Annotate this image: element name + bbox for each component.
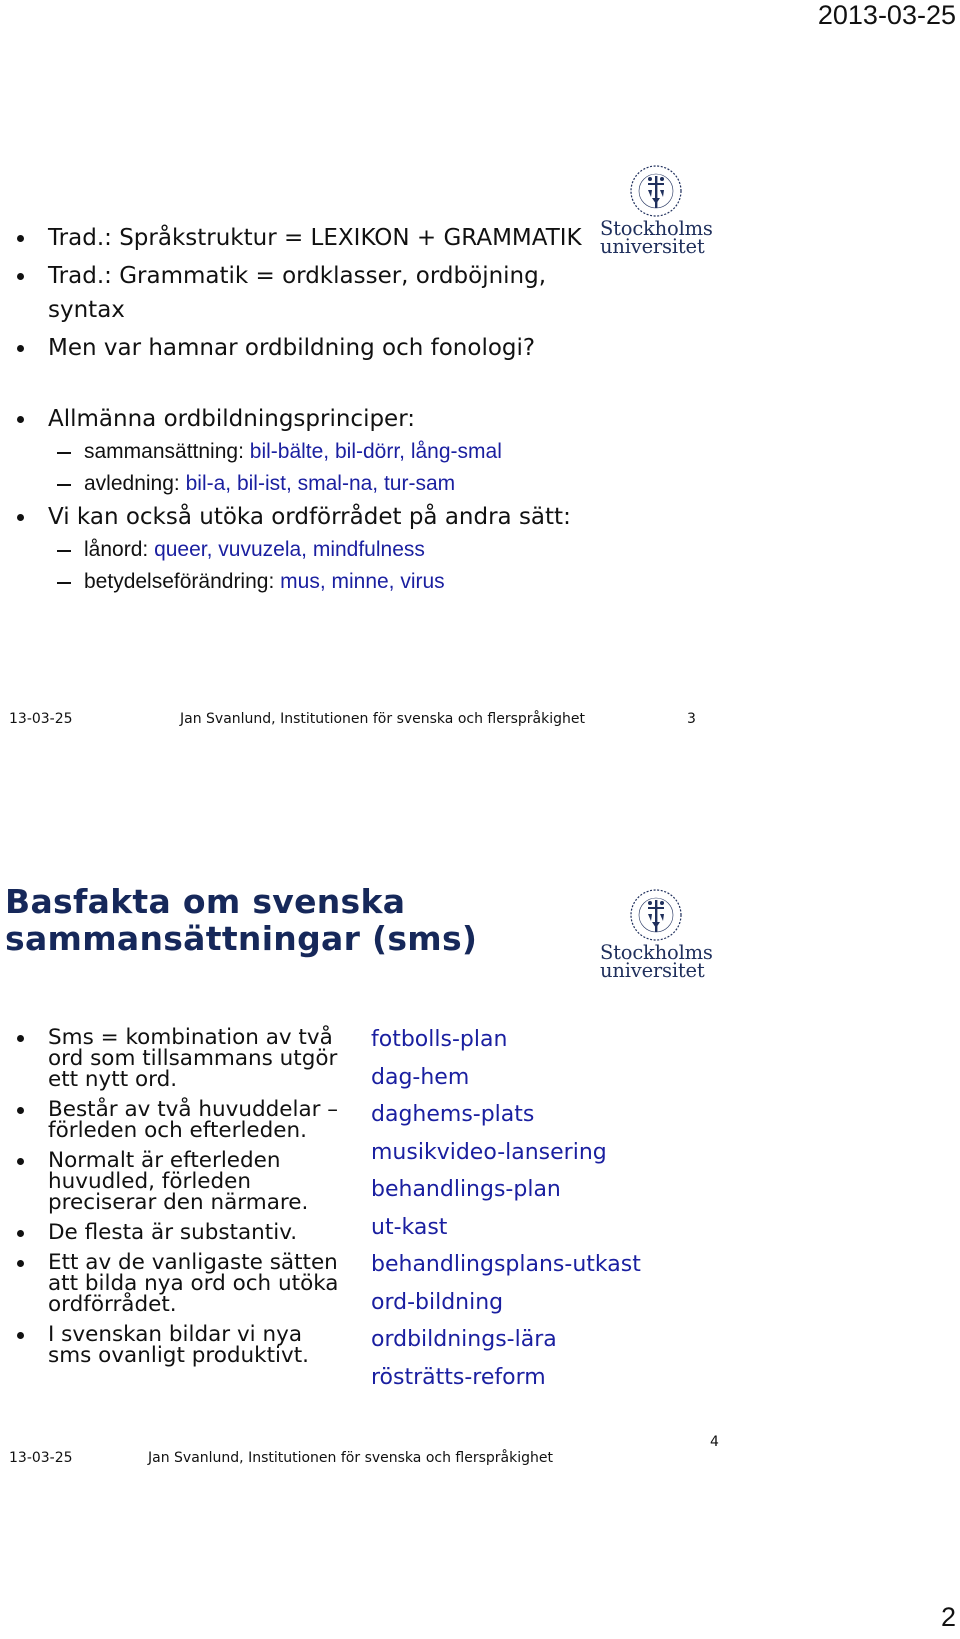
principle-item xyxy=(0,468,640,500)
slide2-title-line: Basfakta om svenska xyxy=(5,882,406,921)
logo-text-stockholms: Stockholms xyxy=(600,941,713,964)
principle-examples: bil-bälte, bil-dörr, lång-smal xyxy=(249,440,502,463)
slide2-bullet: Består av två huvuddelar – förleden och efterleden. xyxy=(0,1099,350,1141)
slide2-bullet-list xyxy=(0,1027,350,1375)
slide1-principles-section xyxy=(0,402,640,598)
compound-example: daghems-plats xyxy=(371,1102,535,1127)
expand-examples: queer, vuvuzela, mindfulness xyxy=(154,538,425,561)
compound-example: ord-bildning xyxy=(371,1289,504,1315)
compound-examples-list xyxy=(371,1021,641,1396)
slide2-bullet: Sms = kombination av två ord som tillsammans utgör ett nytt ord. xyxy=(0,1027,350,1090)
logo-text-universitet: universitet xyxy=(600,959,705,982)
expand-label: betydelseförändring: xyxy=(84,570,275,593)
slide2-footer-number: 4 xyxy=(710,1434,719,1450)
slide1-bullet: Men var hamnar ordbildning och fonologi? xyxy=(0,331,600,365)
compound-example: rösträtts-reform xyxy=(371,1364,546,1390)
slide2-bullet: Ett av de vanligaste sätten att bilda nya ord och utöka ordförrådet. xyxy=(0,1252,350,1315)
principle-label: avledning: xyxy=(84,472,180,495)
expand-item xyxy=(0,534,640,566)
slide2-footer-author: Jan Svanlund, Institutionen för svenska och flerspråkighet xyxy=(148,1450,553,1466)
slide1-bullet: Trad.: Språkstruktur = LEXIKON + GRAMMATIK xyxy=(0,221,600,255)
slide2-title-line: sammansättningar (sms) xyxy=(5,919,478,958)
compound-example: dag-hem xyxy=(371,1064,470,1090)
stockholms-universitet-logo xyxy=(600,162,712,256)
principle-label: sammansättning: xyxy=(84,440,244,463)
compound-example: fotbolls-plan xyxy=(371,1027,508,1052)
compound-example: ut-kast xyxy=(371,1214,448,1240)
page-date: 2013-03-25 xyxy=(817,0,956,30)
slide1-footer-number: 3 xyxy=(687,711,696,727)
slide1-footer-date: 13-03-25 xyxy=(9,711,73,727)
slide2-title xyxy=(5,883,477,957)
expand-examples: mus, minne, virus xyxy=(280,570,445,593)
slide2-bullet: Normalt är efterleden huvudled, förleden preciserar den närmare. xyxy=(0,1150,350,1213)
principle-item xyxy=(0,436,640,468)
slide2-bullet: De flesta är substantiv. xyxy=(0,1222,350,1243)
principles-heading: Allmänna ordbildningsprinciper: xyxy=(0,402,640,436)
compound-example: behandlingsplans-utkast xyxy=(371,1252,641,1277)
logo-text-universitet: universitet xyxy=(600,235,705,258)
compound-example: behandlings-plan xyxy=(371,1177,561,1202)
slide2-footer-date: 13-03-25 xyxy=(9,1450,73,1466)
stockholms-universitet-logo xyxy=(600,886,712,980)
expand-heading: Vi kan också utöka ordförrådet på andra sätt: xyxy=(0,500,640,534)
logo-text-stockholms: Stockholms xyxy=(600,217,713,240)
slide1-bullet-list xyxy=(0,221,600,369)
page-number: 2 xyxy=(940,1602,956,1632)
expand-item xyxy=(0,566,640,598)
slide1-footer-author: Jan Svanlund, Institutionen för svenska och flerspråkighet xyxy=(180,711,585,727)
compound-example: musikvideo-lansering xyxy=(371,1139,607,1165)
expand-label: lånord: xyxy=(84,538,149,561)
slide2-bullet: I svenskan bildar vi nya sms ovanligt produktivt. xyxy=(0,1324,350,1366)
slide1-bullet: Trad.: Grammatik = ordklasser, ordböjning, syntax xyxy=(0,259,558,327)
principle-examples: bil-a, bil-ist, smal-na, tur-sam xyxy=(185,472,456,495)
university-crest-icon xyxy=(626,162,686,220)
compound-example: ordbildnings-lära xyxy=(371,1327,557,1352)
university-crest-icon xyxy=(626,886,686,944)
